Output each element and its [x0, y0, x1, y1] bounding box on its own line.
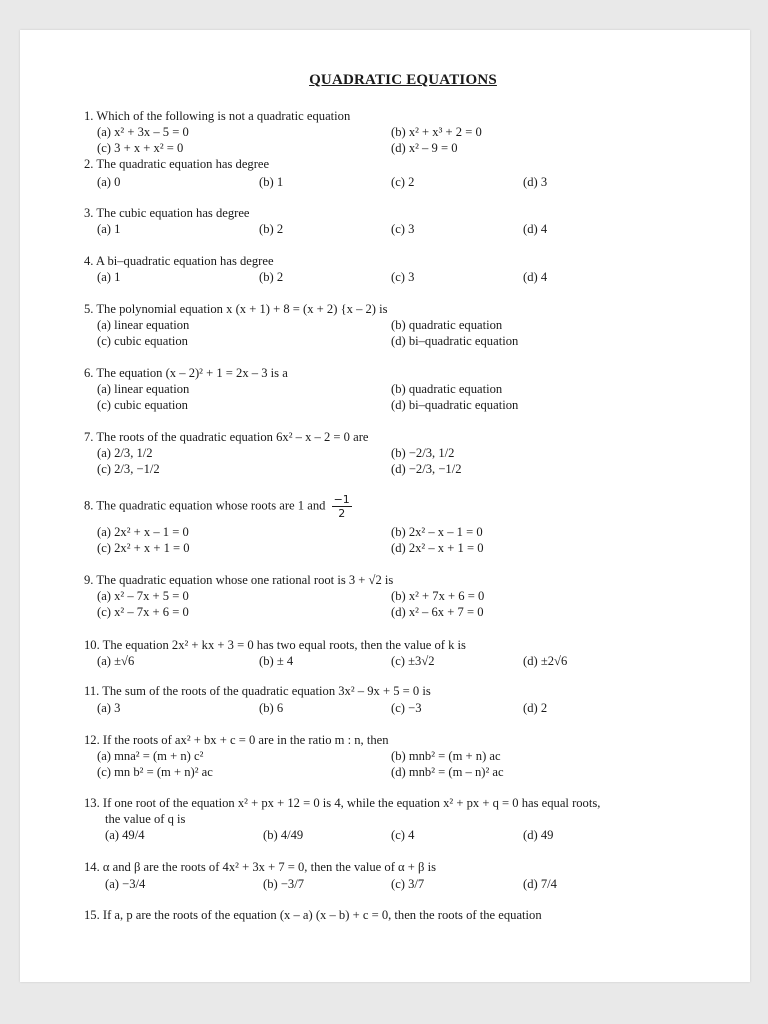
q7-option-a: (a) 2/3, 1/2 [97, 446, 153, 460]
question-10: 10. The equation 2x² + kx + 3 = 0 has two equal roots, then the value of k is [84, 638, 466, 652]
question-3: 3. The cubic equation has degree [84, 206, 250, 220]
q8-option-b: (b) 2x² – x – 1 = 0 [391, 525, 483, 539]
question-5: 5. The polynomial equation x (x + 1) + 8 = (x + 2) {x – 2) is [84, 302, 388, 316]
q3-option-a: (a) 1 [97, 222, 121, 236]
q9-option-d: (d) x² – 6x + 7 = 0 [391, 605, 484, 619]
q2-option-c: (c) 2 [391, 175, 415, 189]
question-12: 12. If the roots of ax² + bx + c = 0 are in the ratio m : n, then [84, 733, 389, 747]
q6-option-a: (a) linear equation [97, 382, 190, 396]
q11-option-a: (a) 3 [97, 701, 121, 715]
question-7: 7. The roots of the quadratic equation 6x² – x – 2 = 0 are [84, 430, 369, 444]
question-6: 6. The equation (x – 2)² + 1 = 2x – 3 is a [84, 366, 288, 380]
q6-option-b: (b) quadratic equation [391, 382, 503, 396]
q4-option-b: (b) 2 [259, 270, 284, 284]
q10-option-b: (b) ± 4 [259, 654, 294, 668]
q12-option-d: (d) mnb² = (m – n)² ac [391, 765, 504, 779]
page-title: QUADRATIC EQUATIONS [309, 72, 497, 88]
q4-option-a: (a) 1 [97, 270, 121, 284]
q14-option-a: (a) −3/4 [105, 877, 146, 891]
q10-option-d: (d) ±2√6 [523, 654, 568, 668]
q11-option-d: (d) 2 [523, 701, 548, 715]
q3-option-b: (b) 2 [259, 222, 284, 236]
q9-option-a: (a) x² – 7x + 5 = 0 [97, 589, 189, 603]
q5-option-a: (a) linear equation [97, 318, 190, 332]
question-11: 11. The sum of the roots of the quadratic equation 3x² – 9x + 5 = 0 is [84, 684, 431, 698]
fraction [332, 493, 352, 520]
q10-option-c: (c) ±3√2 [391, 654, 435, 668]
q11-option-c: (c) −3 [391, 701, 422, 715]
q14-option-c: (c) 3/7 [391, 877, 425, 891]
question-4: 4. A bi–quadratic equation has degree [84, 254, 274, 268]
question-15: 15. If a, p are the roots of the equation (x – a) (x – b) + c = 0, then the roots of the equation [84, 908, 542, 922]
question-8 [84, 493, 352, 520]
q2-option-b: (b) 1 [259, 175, 284, 189]
q7-option-c: (c) 2/3, −1/2 [97, 462, 160, 476]
q1-option-b: (b) x² + x³ + 2 = 0 [391, 125, 482, 139]
question-9: 9. The quadratic equation whose one rational root is 3 + √2 is [84, 573, 394, 587]
q8-option-a: (a) 2x² + x – 1 = 0 [97, 525, 189, 539]
q2-option-a: (a) 0 [97, 175, 121, 189]
q14-option-b: (b) −3/7 [263, 877, 305, 891]
q1-option-a: (a) x² + 3x – 5 = 0 [97, 125, 189, 139]
fraction-numerator: −1 [333, 493, 350, 506]
q5-option-c: (c) cubic equation [97, 334, 188, 348]
q13-option-c: (c) 4 [391, 828, 415, 842]
q4-option-d: (d) 4 [523, 270, 548, 284]
question-13: 13. If one root of the equation x² + px + 12 = 0 is 4, while the equation x² + px + q = 0 has equal roots, [84, 796, 601, 810]
question-1: 1. Which of the following is not a quadratic equation [84, 109, 351, 123]
q14-option-d: (d) 7/4 [523, 877, 557, 891]
q11-option-b: (b) 6 [259, 701, 284, 715]
q9-option-c: (c) x² – 7x + 6 = 0 [97, 605, 189, 619]
question-2: 2. The quadratic equation has degree [84, 157, 270, 171]
q7-option-d: (d) −2/3, −1/2 [391, 462, 462, 476]
fraction-denominator: 2 [338, 507, 346, 520]
q7-option-b: (b) −2/3, 1/2 [391, 446, 455, 460]
q12-option-a: (a) mna² = (m + n) c² [97, 749, 204, 763]
q5-option-d: (d) bi–quadratic equation [391, 334, 519, 348]
q12-option-b: (b) mnb² = (m + n) ac [391, 749, 501, 763]
q10-option-a: (a) ±√6 [97, 654, 135, 668]
q4-option-c: (c) 3 [391, 270, 415, 284]
q6-option-c: (c) cubic equation [97, 398, 188, 412]
q2-option-d: (d) 3 [523, 175, 548, 189]
q12-option-c: (c) mn b² = (m + n)² ac [97, 765, 213, 779]
q5-option-b: (b) quadratic equation [391, 318, 503, 332]
question-14: 14. α and β are the roots of 4x² + 3x + 7 = 0, then the value of α + β is [84, 860, 436, 874]
q1-option-d: (d) x² – 9 = 0 [391, 141, 458, 155]
q13-option-a: (a) 49/4 [105, 828, 145, 842]
q13-option-b: (b) 4/49 [263, 828, 304, 842]
q1-option-c: (c) 3 + x + x² = 0 [97, 141, 184, 155]
q3-option-c: (c) 3 [391, 222, 415, 236]
question-8-text: 8. The quadratic equation whose roots are 1 and [84, 498, 326, 513]
q9-option-b: (b) x² + 7x + 6 = 0 [391, 589, 485, 603]
question-13-continuation: the value of q is [105, 812, 186, 826]
q13-option-d: (d) 49 [523, 828, 554, 842]
q8-option-d: (d) 2x² – x + 1 = 0 [391, 541, 484, 555]
q8-option-c: (c) 2x² + x + 1 = 0 [97, 541, 190, 555]
q3-option-d: (d) 4 [523, 222, 548, 236]
q6-option-d: (d) bi–quadratic equation [391, 398, 519, 412]
